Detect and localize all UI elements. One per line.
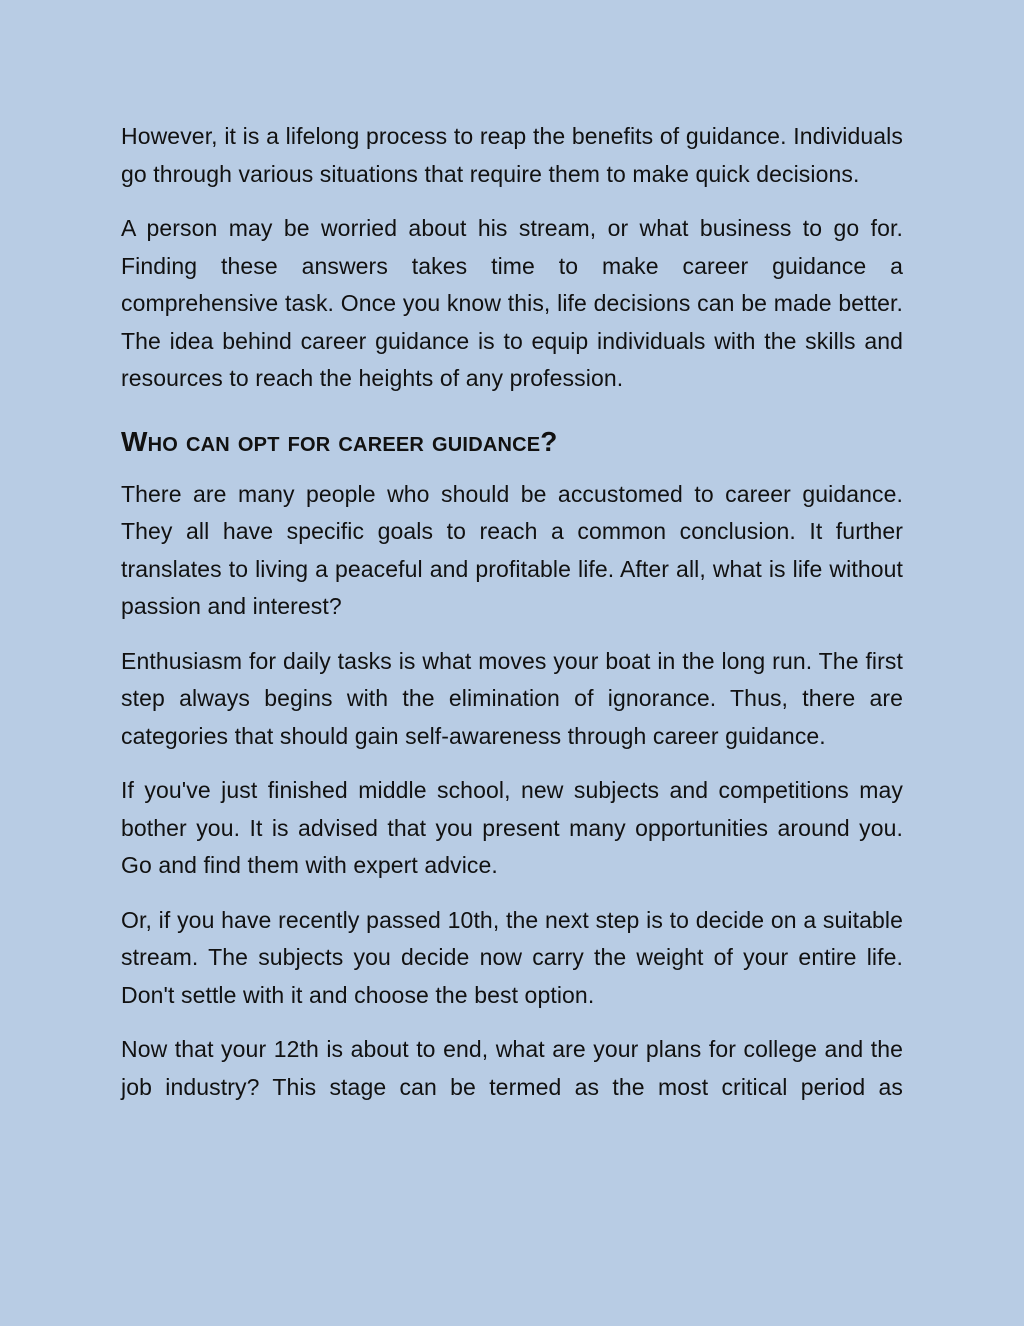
paragraph-enthusiasm: Enthusiasm for daily tasks is what moves your boat in the long run. The first step always begins with the elimination of ignorance. Thus, there are categories that should gain self-awareness through career guidance. [121, 647, 903, 749]
paragraph-lifelong-process: However, it is a lifelong process to reap the benefits of guidance. Individuals go through various situations that require them to make quick decisions. [121, 123, 903, 187]
paragraph-12th-ending: Now that your 12th is about to end, what are your plans for college and the job industry? This stage can be termed as the most critical period as [121, 1036, 903, 1100]
paragraph-middle-school: If you've just finished middle school, new subjects and competitions may bother you. It is advised that you present many opportunities around you. Go and find them with expert advice. [121, 777, 903, 878]
section-heading: Who can opt for career guidance? [121, 425, 558, 457]
paragraph-many-people: There are many people who should be accustomed to career guidance. They all have specific goals to reach a common conclusion. It further translates to living a peaceful and profitable life. After all, what is life without passion and interest? [121, 480, 903, 619]
document-page [121, 118, 903, 1106]
paragraph-worried-about-stream: A person may be worried about his stream, or what business to go for. Finding these answers takes time to make career guidance a comprehensive task. Once you know this, life decisions can be made better. The idea behind career guidance is to equip individuals with the skills and resources to reach the heights of any profession. [121, 215, 903, 391]
paragraph-passed-10th: Or, if you have recently passed 10th, the next step is to decide on a suitable stream. The subjects you decide now carry the weight of your entire life. Don't settle with it and choose the best option. [121, 906, 903, 1008]
